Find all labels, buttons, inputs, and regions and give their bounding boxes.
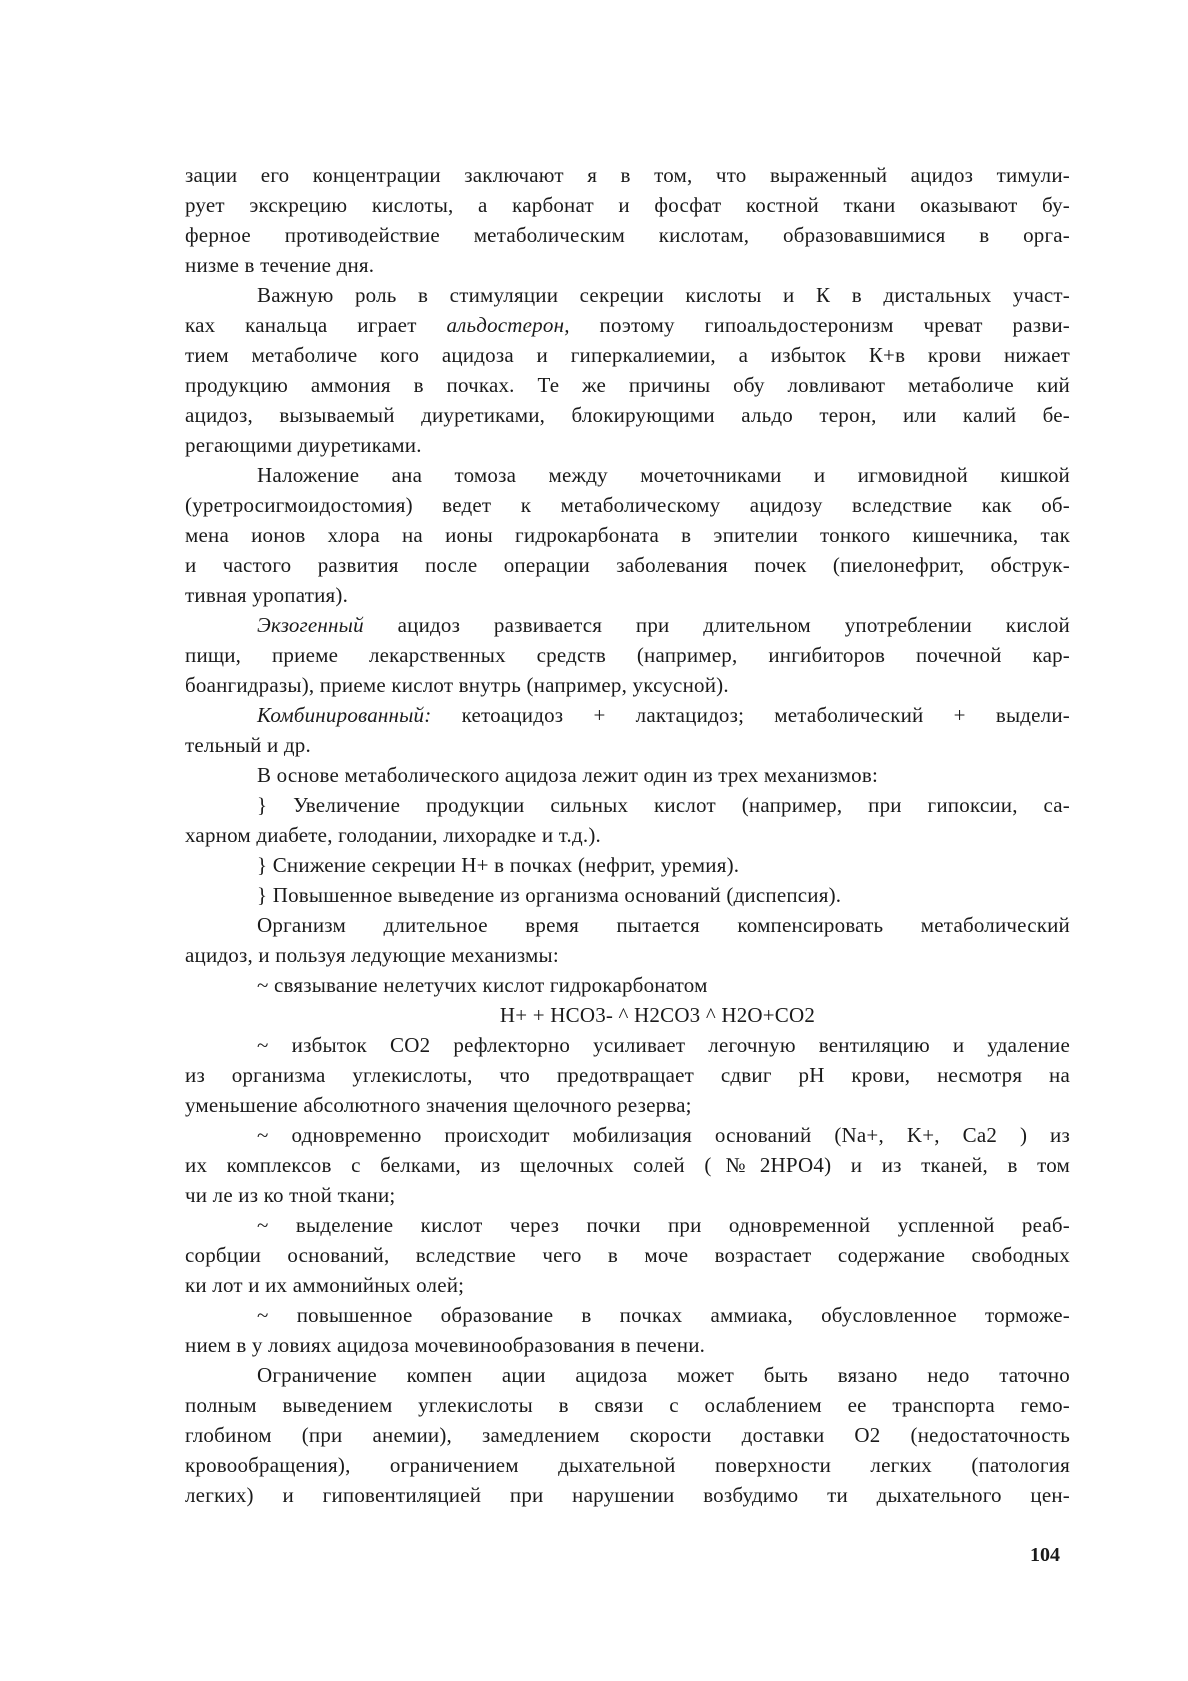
text-segment: ~ избыток СО2 рефлекторно усиливает легочную вентиляцию и удаление: [257, 1033, 1070, 1057]
text-line: [185, 940, 1070, 970]
text-segment: сорбции оснований, вследствие чего в моче возрастает содержание свободных: [185, 1243, 1070, 1267]
text-segment: } Снижение секреции Н+ в почках (нефрит, уремия).: [257, 853, 740, 877]
text-line: [185, 340, 1070, 370]
text-line: [185, 820, 1070, 850]
text-line: [185, 610, 1070, 640]
text-segment: Ограничение компен ации ацидоза может быть вязано недо таточно: [257, 1363, 1070, 1387]
text-line: [185, 520, 1070, 550]
text-segment: зации его концентрации заключают я в том, что выраженный ацидоз тимули-: [185, 163, 1070, 187]
text-segment: ~ одновременно происходит мобилизация оснований (Na+, K+, Ca2 ) из: [257, 1123, 1070, 1147]
text-line: [185, 1450, 1070, 1480]
text-segment: их комплексов с белками, из щелочных солей (№2НРО4) и из тканей, в том: [185, 1153, 1070, 1177]
text-line: [185, 640, 1070, 670]
text-segment: боангидразы), приеме кислот внутрь (например, уксусной).: [185, 673, 729, 697]
text-line: [185, 1180, 1070, 1210]
page-number: 104: [1030, 1544, 1060, 1566]
text-line: [185, 490, 1070, 520]
text-segment: легких) и гиповентиляцией при нарушении возбудимо ти дыхательного цен-: [185, 1483, 1070, 1507]
text-segment: низме в течение дня.: [185, 253, 375, 277]
text-line: [185, 310, 1070, 340]
text-line: [185, 400, 1070, 430]
text-line: [185, 1390, 1070, 1420]
text-segment: Н+ + НСО3- ^ Н2СО3 ^ Н2О+СО2: [499, 1003, 816, 1027]
italic-term: Комбинированный:: [257, 703, 432, 727]
text-line: [185, 250, 1070, 280]
text-line: [185, 970, 1070, 1000]
text-segment: тельный и др.: [185, 733, 311, 757]
text-segment: глобином (при анемии), замедлением скорости доставки О2 (недостаточность: [185, 1423, 1070, 1447]
text-segment: поэтому гипоальдостеронизм чреват разви-: [569, 313, 1070, 337]
text-segment: уменьшение абсолютного значения щелочного резерва;: [185, 1093, 692, 1117]
text-line: [185, 700, 1070, 730]
text-segment: (уретросигмоидостомия) ведет к метаболическому ацидозу вследствие как об-: [185, 493, 1070, 517]
text-line: [185, 1210, 1070, 1240]
text-segment: Важную роль в стимуляции секреции кислоты и К в дистальных участ-: [257, 283, 1070, 307]
italic-term: альдостерон,: [446, 313, 570, 337]
text-line: [185, 550, 1070, 580]
text-line: [185, 790, 1070, 820]
text-segment: ~ выделение кислот через почки при одновременной успленной реаб-: [257, 1213, 1070, 1237]
text-line: [185, 760, 1070, 790]
text-line: [185, 370, 1070, 400]
text-segment: ацидоз, вызываемый диуретиками, блокирующими альдо терон, или калий бе-: [185, 403, 1070, 427]
text-segment: ацидоз развивается при длительном употреблении кислой: [363, 613, 1070, 637]
text-line: [185, 1150, 1070, 1180]
text-segment: Организм длительное время пытается компенсировать метаболический: [257, 913, 1070, 937]
text-segment: ках канальца играет: [185, 313, 447, 337]
text-segment: продукцию аммония в почках. Те же причины обу ловливают метаболиче кий: [185, 373, 1070, 397]
text-segment: } Увеличение продукции сильных кислот (например, при гипоксии, са-: [257, 793, 1070, 817]
text-line: [185, 1090, 1070, 1120]
text-line: [185, 190, 1070, 220]
text-line: [185, 430, 1070, 460]
text-segment: харном диабете, голодании, лихорадке и т.д.).: [185, 823, 601, 847]
text-segment: тивная уропатия).: [185, 583, 349, 607]
text-line: [185, 880, 1070, 910]
text-segment: ~ связывание нелетучих кислот гидрокарбонатом: [257, 973, 708, 997]
text-line: [185, 220, 1070, 250]
text-line: [185, 280, 1070, 310]
text-segment: регающими диуретиками.: [185, 433, 422, 457]
text-line: [185, 1420, 1070, 1450]
text-line: [185, 910, 1070, 940]
text-segment: нием в у ловиях ацидоза мочевинообразования в печени.: [185, 1333, 706, 1357]
text-line: [185, 1060, 1070, 1090]
text-segment: из организма углекислоты, что предотвращает сдвиг рН крови, несмотря на: [185, 1063, 1070, 1087]
text-segment: кетоацидоз + лактацидоз; метаболический + выдели-: [431, 703, 1070, 727]
text-line: [185, 1360, 1070, 1390]
body-text: [185, 160, 1070, 1510]
text-line: [185, 1120, 1070, 1150]
text-segment: рует экскрецию кислоты, а карбонат и фосфат костной ткани оказывают бу-: [185, 193, 1070, 217]
text-segment: мена ионов хлора на ионы гидрокарбоната в эпителии тонкого кишечника, так: [185, 523, 1070, 547]
formula-line: [185, 1000, 1070, 1030]
text-segment: и частого развития после операции заболевания почек (пиелонефрит, обструк-: [185, 553, 1070, 577]
text-line: [185, 850, 1070, 880]
text-line: [185, 1240, 1070, 1270]
text-line: [185, 580, 1070, 610]
text-line: [185, 1480, 1070, 1510]
text-line: [185, 1270, 1070, 1300]
text-segment: ~ повышенное образование в почках аммиака, обусловленное торможе-: [257, 1303, 1070, 1327]
text-segment: тием метаболиче кого ацидоза и гиперкалиемии, а избыток К+в крови нижает: [185, 343, 1070, 367]
italic-term: Экзогенный: [257, 613, 364, 637]
text-line: [185, 1300, 1070, 1330]
text-line: [185, 1330, 1070, 1360]
text-segment: В основе метаболического ацидоза лежит один из трех механизмов:: [257, 763, 879, 787]
text-line: [185, 460, 1070, 490]
text-segment: Наложение ана томоза между мочеточниками и игмовидной кишкой: [257, 463, 1070, 487]
text-segment: полным выведением углекислоты в связи с ослаблением ее транспорта гемо-: [185, 1393, 1070, 1417]
text-segment: ки лот и их аммонийных олей;: [185, 1273, 465, 1297]
text-segment: ацидоз, и пользуя ледующие механизмы:: [185, 943, 559, 967]
text-segment: пищи, приеме лекарственных средств (например, ингибиторов почечной кар-: [185, 643, 1070, 667]
text-segment: кровообращения), ограничением дыхательной поверхности легких (патология: [185, 1453, 1070, 1477]
text-segment: чи ле из ко тной ткани;: [185, 1183, 396, 1207]
text-line: [185, 1030, 1070, 1060]
text-segment: ферное противодействие метаболическим кислотам, образовавшимися в орга-: [185, 223, 1070, 247]
text-segment: } Повышенное выведение из организма оснований (диспепсия).: [257, 883, 842, 907]
text-line: [185, 670, 1070, 700]
text-line: [185, 730, 1070, 760]
text-line: [185, 160, 1070, 190]
